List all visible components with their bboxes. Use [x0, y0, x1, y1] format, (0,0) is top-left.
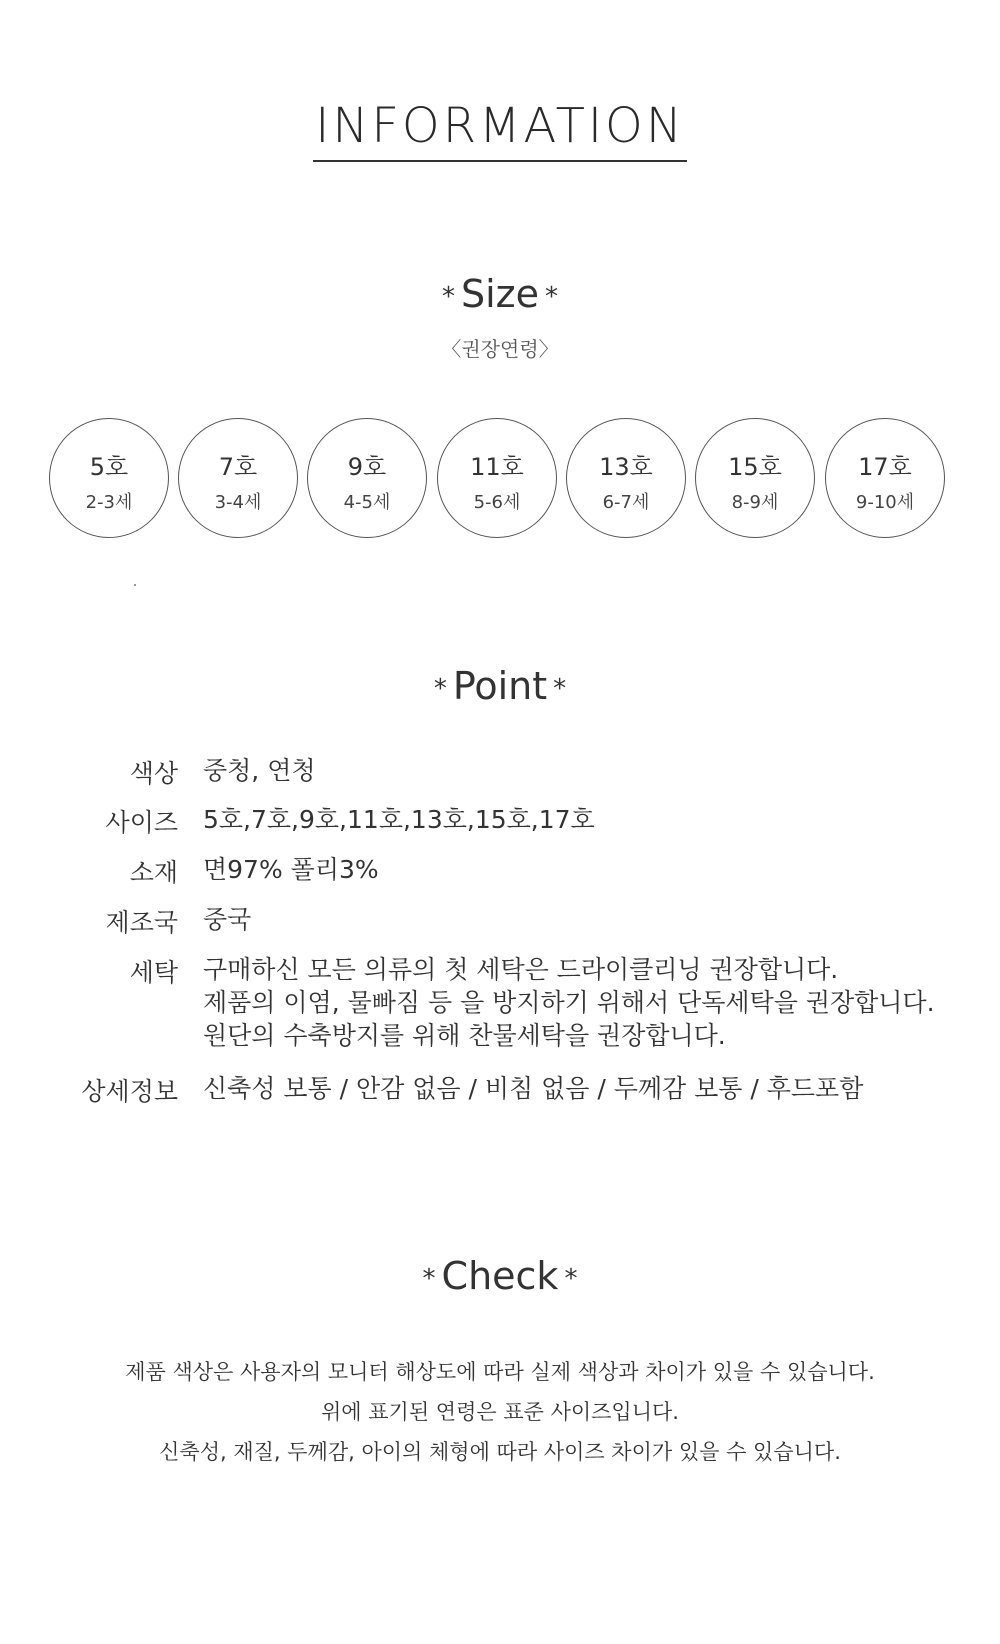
size-circle: [437, 418, 557, 538]
size-list: [49, 418, 959, 542]
size-circle: [178, 418, 298, 538]
point-heading: [0, 664, 1000, 708]
check-notes: [0, 1352, 1000, 1472]
size-circle: [825, 418, 945, 538]
spec-value: [203, 754, 316, 787]
size-number: 15호: [728, 453, 782, 481]
star-icon: *: [441, 281, 455, 312]
size-age: 4-5세: [343, 492, 391, 513]
spec-label: 제조국: [105, 908, 178, 937]
page-title: INFORMATION: [315, 98, 685, 154]
point-heading-text: Point: [452, 664, 548, 708]
spec-value-line: 5호,7호,9호,11호,13호,15호,17호: [203, 805, 595, 834]
size-age: 2-3세: [85, 492, 133, 513]
size-age: 6-7세: [602, 492, 650, 513]
check-heading: [0, 1254, 1000, 1298]
size-subheading: 〈권장연령〉: [441, 337, 559, 361]
size-circle: [49, 418, 169, 538]
spec-value-line: 원단의 수축방지를 위해 찬물세탁을 권장합니다.: [203, 1021, 726, 1050]
size-circle: [695, 418, 815, 538]
spec-value: [203, 953, 935, 1052]
star-icon: *: [553, 673, 567, 704]
spec-value-line: 면97% 폴리3%: [203, 855, 379, 884]
size-age: 8-9세: [731, 492, 779, 513]
size-age: 9-10세: [855, 492, 915, 513]
star-icon: *: [422, 1263, 436, 1294]
star-icon: *: [564, 1263, 578, 1294]
size-number: 7호: [218, 453, 258, 481]
spec-value: [203, 1072, 863, 1105]
check-note-line: 신축성, 재질, 두께감, 아이의 체형에 따라 사이즈 차이가 있을 수 있습니다.: [159, 1440, 841, 1464]
check-heading-text: Check: [441, 1254, 559, 1298]
spec-value: [203, 803, 595, 836]
size-heading: [0, 272, 1000, 316]
check-note-line: 위에 표기된 연령은 표준 사이즈입니다.: [321, 1400, 679, 1424]
spec-value-line: 중국: [203, 905, 252, 934]
spec-label: 상세정보: [81, 1077, 178, 1106]
spec-value-line: 구매하신 모든 의류의 첫 세탁은 드라이클리닝 권장합니다.: [203, 955, 839, 984]
size-circle: [307, 418, 427, 538]
size-heading-text: Size: [460, 272, 539, 316]
size-circle: [566, 418, 686, 538]
spec-label: 사이즈: [105, 808, 178, 837]
spec-value-line: 제품의 이염, 물빠짐 등 을 방지하기 위해서 단독세탁을 권장합니다.: [203, 988, 935, 1017]
star-icon: *: [545, 281, 558, 312]
spec-label: 색상: [129, 759, 178, 788]
size-number: 13호: [599, 453, 653, 481]
title-underline: [313, 160, 687, 162]
spec-label: 소재: [129, 858, 178, 887]
spec-value: [203, 903, 251, 936]
star-icon: *: [433, 673, 447, 704]
check-note-line: 제품 색상은 사용자의 모니터 해상도에 따라 실제 색상과 차이가 있을 수 있습니다.: [125, 1360, 875, 1384]
spec-value-line: 중청, 연청: [203, 756, 316, 785]
spec-value-line: 신축성 보통 / 안감 없음 / 비침 없음 / 두께감 보통 / 후드포함: [203, 1074, 864, 1103]
decorative-dot: [134, 584, 136, 586]
size-age: 5-6세: [473, 492, 521, 513]
size-age: 3-4세: [214, 492, 262, 513]
size-number: 11호: [470, 453, 524, 481]
spec-label: 세탁: [129, 958, 178, 987]
size-number: 17호: [858, 453, 912, 481]
size-number: 9호: [347, 453, 387, 481]
spec-value: [203, 853, 379, 886]
size-number: 5호: [89, 453, 129, 481]
